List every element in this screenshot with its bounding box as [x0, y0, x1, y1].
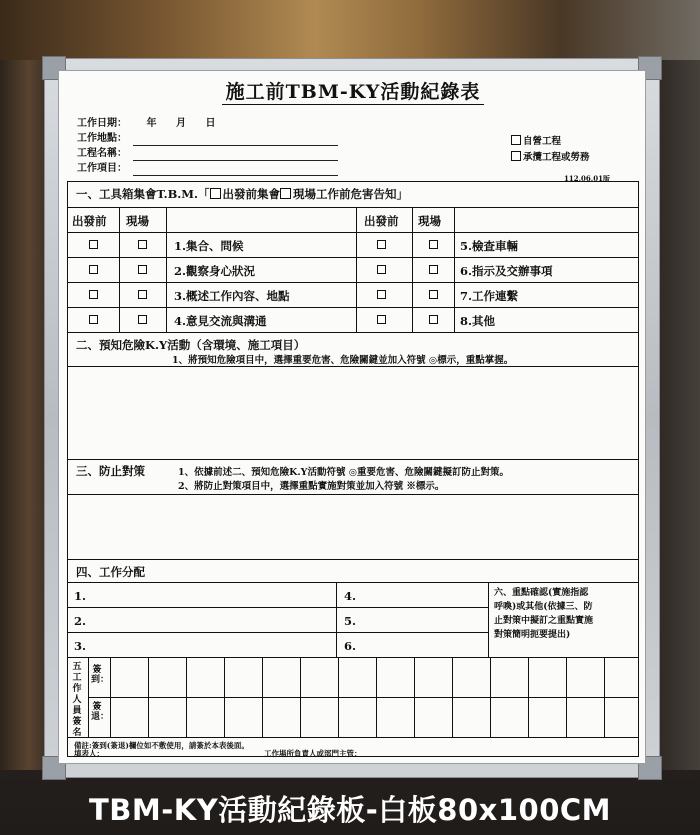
year-label: 年 — [146, 118, 157, 129]
signature-cell-divider — [528, 657, 529, 737]
checkbox-depart-right — [377, 315, 386, 324]
checkbox-depart-right — [377, 265, 386, 274]
signature-cell-divider — [604, 657, 605, 737]
checkbox-site-right — [429, 240, 438, 249]
checkbox-depart-left — [89, 240, 98, 249]
slot-2: 2. — [74, 614, 87, 628]
section3-note1: 1、依據前述二、預知危險K.Y活動符號 ◎重要危害、危險關鍵擬訂防止對策。 — [178, 467, 510, 478]
signature-cell-divider — [566, 657, 567, 737]
signature-cell-divider — [148, 657, 149, 737]
signature-cell-divider — [338, 657, 339, 737]
checkbox-site-right — [429, 265, 438, 274]
col-site-left: 現場 — [126, 214, 149, 228]
month-label: 月 — [175, 118, 186, 129]
signature-cell-divider — [376, 657, 377, 737]
item-row — [77, 162, 338, 176]
checkbox-site-left — [138, 265, 147, 274]
whiteboard — [58, 70, 646, 764]
col-depart-left: 出發前 — [72, 214, 107, 228]
tbm-item-right: 5.檢查車輛 — [460, 239, 519, 253]
background-right — [660, 60, 700, 770]
slot-4: 4. — [344, 589, 357, 603]
slot-5: 5. — [344, 614, 357, 628]
self-project-option: 自營工程 — [511, 133, 561, 147]
background-left — [0, 60, 48, 770]
signature-cell-divider — [414, 657, 415, 737]
day-label: 日 — [205, 118, 216, 129]
confirm-note: 六、重點確認(實施指認 呼喚)或其他(依據三、防 止對策中擬訂之重點實施 對策簡明扼要提出) — [494, 588, 594, 640]
contract-project-option: 承攬工程或勞務 — [511, 149, 590, 163]
record-table — [67, 181, 639, 757]
checkbox-site-right — [429, 290, 438, 299]
sign-out-label: 簽退： — [91, 702, 110, 722]
item-label: 工作項目： — [77, 163, 127, 174]
checkbox-depart-left — [89, 265, 98, 274]
section2-note: 1、將預知危險項目中，選擇重要危害、危險關鍵並加入符號 ◎標示，重點掌握。 — [172, 355, 514, 366]
section3-title: 三、防止對策 — [76, 464, 145, 478]
project-label: 工程名稱： — [77, 148, 127, 159]
checkbox-depart-left — [89, 315, 98, 324]
signature-cell-divider — [490, 657, 491, 737]
col-site-right: 現場 — [418, 214, 441, 228]
checkbox-site-left — [138, 315, 147, 324]
slot-1: 1. — [74, 589, 87, 603]
tbm-item-left: 4.意見交流與溝通 — [174, 314, 267, 328]
work-date-label: 工作日期： — [77, 118, 127, 129]
version-label: 112.06.01版 — [564, 174, 610, 183]
footer-note: 備註:簽到(簽退)欄位如不敷使用，請簽於本表後面。 — [74, 741, 249, 750]
checkbox-site-left — [138, 240, 147, 249]
background-shelf — [0, 0, 700, 60]
tbm-item-left: 3.概述工作內容、地點 — [174, 289, 290, 303]
section3-note2: 2、將防止對策項目中，選擇重點實施對策並加入符號 ※標示。 — [178, 481, 445, 492]
signature-cell-divider — [110, 657, 111, 737]
section5-label: 五工作人員簽名 — [72, 662, 82, 738]
section2-title: 二、預知危險K.Y活動（含環境、施工項目） — [76, 338, 306, 352]
site-row — [77, 132, 338, 146]
work-date-row — [77, 117, 215, 131]
checkbox-site-right — [429, 315, 438, 324]
tbm-item-left: 2.觀察身心狀況 — [174, 264, 256, 278]
col-depart-right: 出發前 — [364, 214, 399, 228]
board-title: 施工前TBM-KY活動紀錄表 — [59, 77, 647, 104]
product-caption: TBM-KY活動紀錄板-白板80x100CM — [88, 793, 612, 827]
site-label: 工作地點： — [77, 133, 127, 144]
tbm-item-right: 6.指示及交辦事項 — [460, 264, 553, 278]
section4-title: 四、工作分配 — [76, 565, 145, 579]
tbm-item-left: 1.集合、問候 — [174, 239, 244, 253]
supervisor-label: 工作場所負責人或部門主管： — [264, 749, 362, 758]
filler-label: 填表人： — [74, 749, 104, 758]
section1-title: 一、工具箱集會T.B.M.「 出發前集會 現場工作前危害告知」 — [76, 187, 409, 201]
signature-cell-divider — [300, 657, 301, 737]
sign-in-label: 簽到： — [91, 665, 110, 685]
signature-cell-divider — [262, 657, 263, 737]
slot-3: 3. — [74, 639, 87, 653]
tbm-item-right: 7.工作連繫 — [460, 289, 519, 303]
checkbox-depart-right — [377, 290, 386, 299]
signature-cell-divider — [452, 657, 453, 737]
checkbox-depart-right — [377, 240, 386, 249]
checkbox-depart-left — [89, 290, 98, 299]
slot-6: 6. — [344, 639, 357, 653]
signature-cell-divider — [224, 657, 225, 737]
signature-cell-divider — [186, 657, 187, 737]
checkbox-site-left — [138, 290, 147, 299]
project-row — [77, 147, 338, 161]
tbm-item-right: 8.其他 — [460, 314, 496, 328]
